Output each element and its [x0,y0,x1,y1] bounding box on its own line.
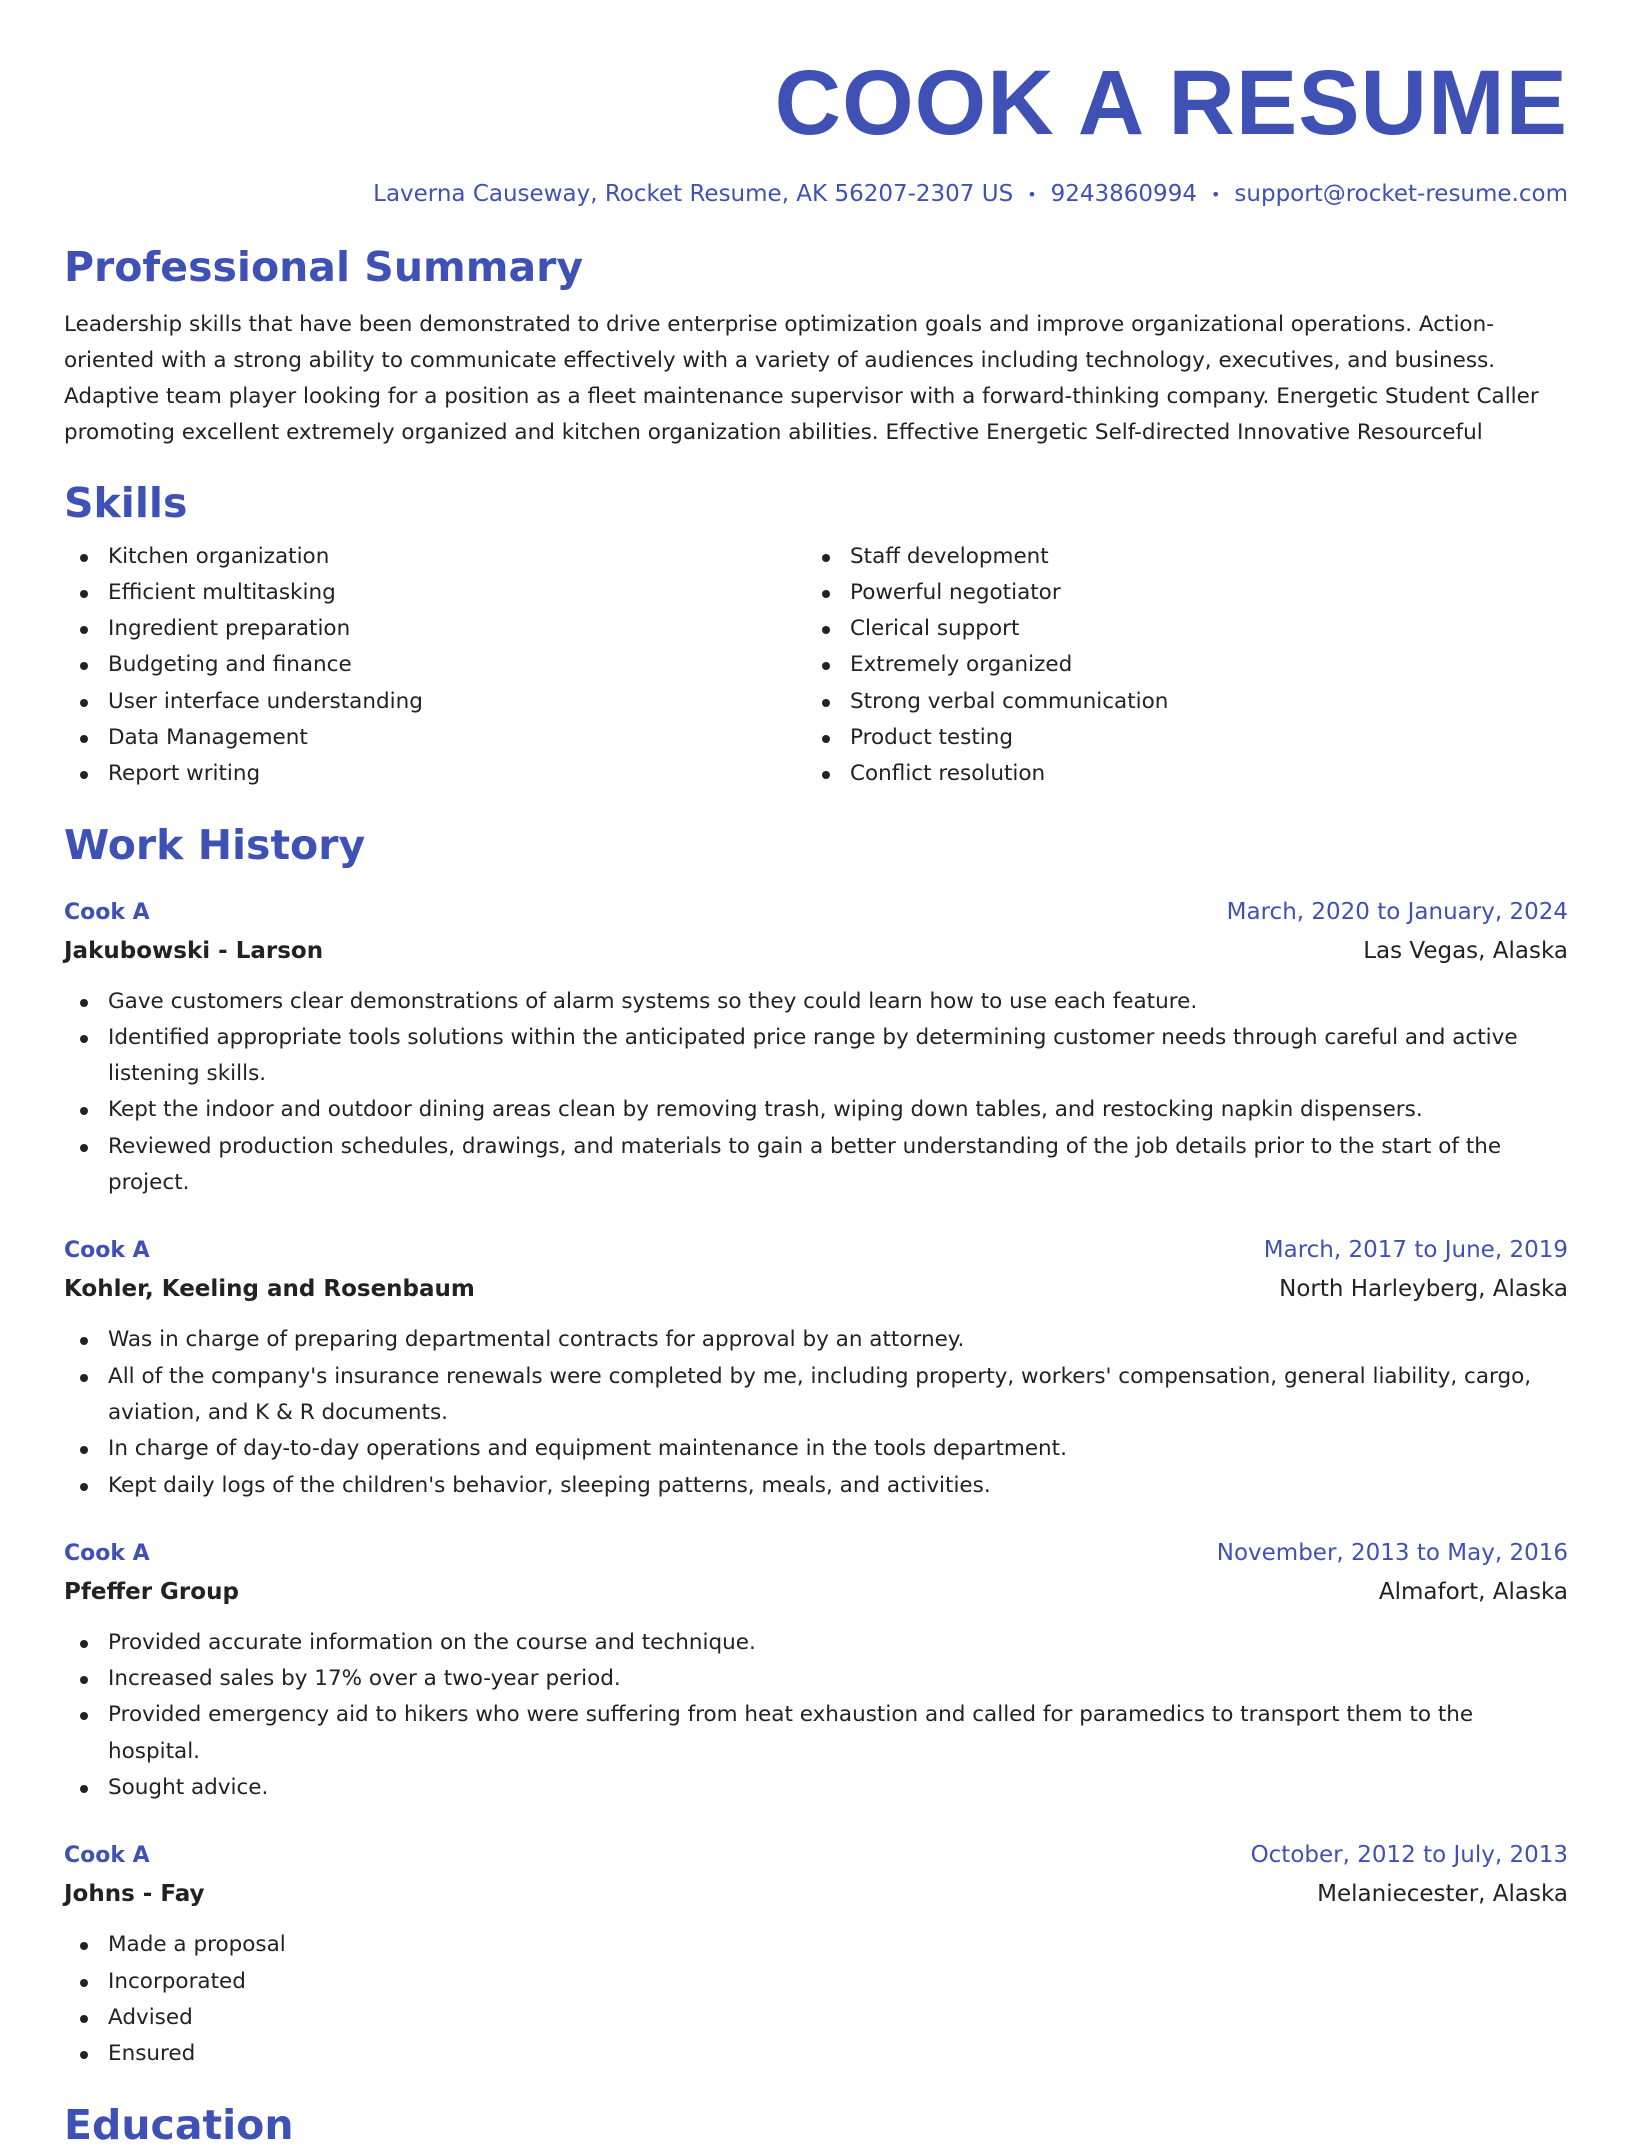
contact-address: Laverna Causeway, Rocket Resume, AK 56207-2307 US [373,181,1014,207]
skill-item: Powerful negotiator [806,575,1548,611]
section-title-skills: Skills [64,478,188,527]
job-title: Cook A [64,1540,150,1566]
skill-item: Strong verbal communication [806,684,1548,720]
job-company: Pfeffer Group [64,1578,239,1605]
job-company-row [64,932,1568,970]
contact-phone: 9243860994 [1050,181,1197,207]
skill-item: Data Management [64,720,806,756]
skills-grid [64,539,1568,793]
contact-separator: • [1027,184,1037,204]
contact-separator: • [1210,184,1221,204]
job-bullet: All of the company's insurance renewals were completed by me, including property, workers' compensation, general liability, cargo, aviation, and K & R documents. [64,1359,1568,1432]
skill-item: Extremely organized [806,647,1548,683]
job-bullet: Sought advice. [64,1770,1568,1806]
contact-line [64,178,1568,211]
job-bullets [64,984,1568,1202]
job-bullet: In charge of day-to-day operations and equipment maintenance in the tools department. [64,1431,1568,1467]
skill-item: User interface understanding [64,684,806,720]
job-bullets [64,1927,1568,2072]
section-title-work-history: Work History [64,820,366,869]
job-title: Cook A [64,1238,150,1264]
job-bullet: Advised [64,2000,1568,2036]
job-header-row [64,1231,1568,1270]
job-entry [64,893,1568,1202]
job-header-row [64,1534,1568,1573]
job-header-row [64,893,1568,932]
job-bullet: Gave customers clear demonstrations of alarm systems so they could learn how to use each feature. [64,984,1568,1020]
job-entry [64,1231,1568,1503]
skill-item: Staff development [806,539,1548,575]
skill-item: Conflict resolution [806,756,1548,792]
job-dates: March, 2017 to June, 2019 [1263,1237,1568,1264]
skills-column-right [806,539,1548,793]
section-title-summary: Professional Summary [64,242,584,291]
job-location: Almafort, Alaska [1378,1578,1568,1605]
job-entry [64,1534,1568,1806]
skill-item: Ingredient preparation [64,611,806,647]
job-company-row [64,1573,1568,1611]
job-dates: November, 2013 to May, 2016 [1216,1539,1568,1566]
job-dates: March, 2020 to January, 2024 [1226,898,1568,925]
job-location: North Harleyberg, Alaska [1279,1276,1568,1303]
skills-column-left [64,539,806,793]
job-entry [64,1836,1568,2072]
job-title: Cook A [64,899,150,925]
job-dates: October, 2012 to July, 2013 [1250,1842,1568,1869]
skill-item: Clerical support [806,611,1548,647]
job-bullet: Was in charge of preparing departmental contracts for approval by an attorney. [64,1322,1568,1358]
job-bullet: Kept daily logs of the children's behavior, sleeping patterns, meals, and activities. [64,1468,1568,1504]
skill-item: Report writing [64,756,806,792]
job-bullet: Provided accurate information on the course and technique. [64,1625,1568,1661]
skill-item: Budgeting and finance [64,647,806,683]
job-company: Johns - Fay [64,1881,205,1908]
job-bullet: Provided emergency aid to hikers who were suffering from heat exhaustion and called for paramedics to transport them to the hospital. [64,1697,1568,1770]
contact-email: support@rocket-resume.com [1234,181,1568,207]
job-bullet: Made a proposal [64,1927,1568,1963]
job-location: Melaniecester, Alaska [1317,1881,1568,1908]
job-company: Jakubowski - Larson [64,937,324,964]
job-title: Cook A [64,1843,150,1869]
job-bullets [64,1322,1568,1503]
job-company: Kohler, Keeling and Rosenbaum [64,1276,475,1303]
summary-text: Leadership skills that have been demonstrated to drive enterprise optimization goals and improve organizational operations. Action-oriented with a strong ability to communicate effectively with a variety of audiences including technology, executives, and business. Adaptive team player looking for a position as a fleet maintenance supervisor with a forward-thinking company. Energetic Student Caller promoting excellent extremely organized and kitchen organization abilities. Effective Energetic Self-directed Innovative Resourceful [64,311,1539,445]
job-header-row [64,1836,1568,1875]
resume-name: COOK A RESUME [774,52,1568,154]
job-company-row [64,1270,1568,1308]
skill-item: Efficient multitasking [64,575,806,611]
job-bullet: Identified appropriate tools solutions within the anticipated price range by determining customer needs through careful and active listening skills. [64,1020,1568,1093]
skill-item: Kitchen organization [64,539,806,575]
job-bullet: Ensured [64,2036,1568,2072]
section-title-education: Education [64,2100,294,2149]
job-bullet: Incorporated [64,1964,1568,2000]
job-bullet: Kept the indoor and outdoor dining areas clean by removing trash, wiping down tables, and restocking napkin dispensers. [64,1092,1568,1128]
job-company-row [64,1875,1568,1913]
job-location: Las Vegas, Alaska [1363,937,1568,964]
job-bullet: Reviewed production schedules, drawings, and materials to gain a better understanding of the job details prior to the start of the project. [64,1129,1568,1202]
skill-item: Product testing [806,720,1548,756]
resume-page [64,52,1568,2151]
job-bullet: Increased sales by 17% over a two-year period. [64,1661,1568,1697]
job-bullets [64,1625,1568,1806]
